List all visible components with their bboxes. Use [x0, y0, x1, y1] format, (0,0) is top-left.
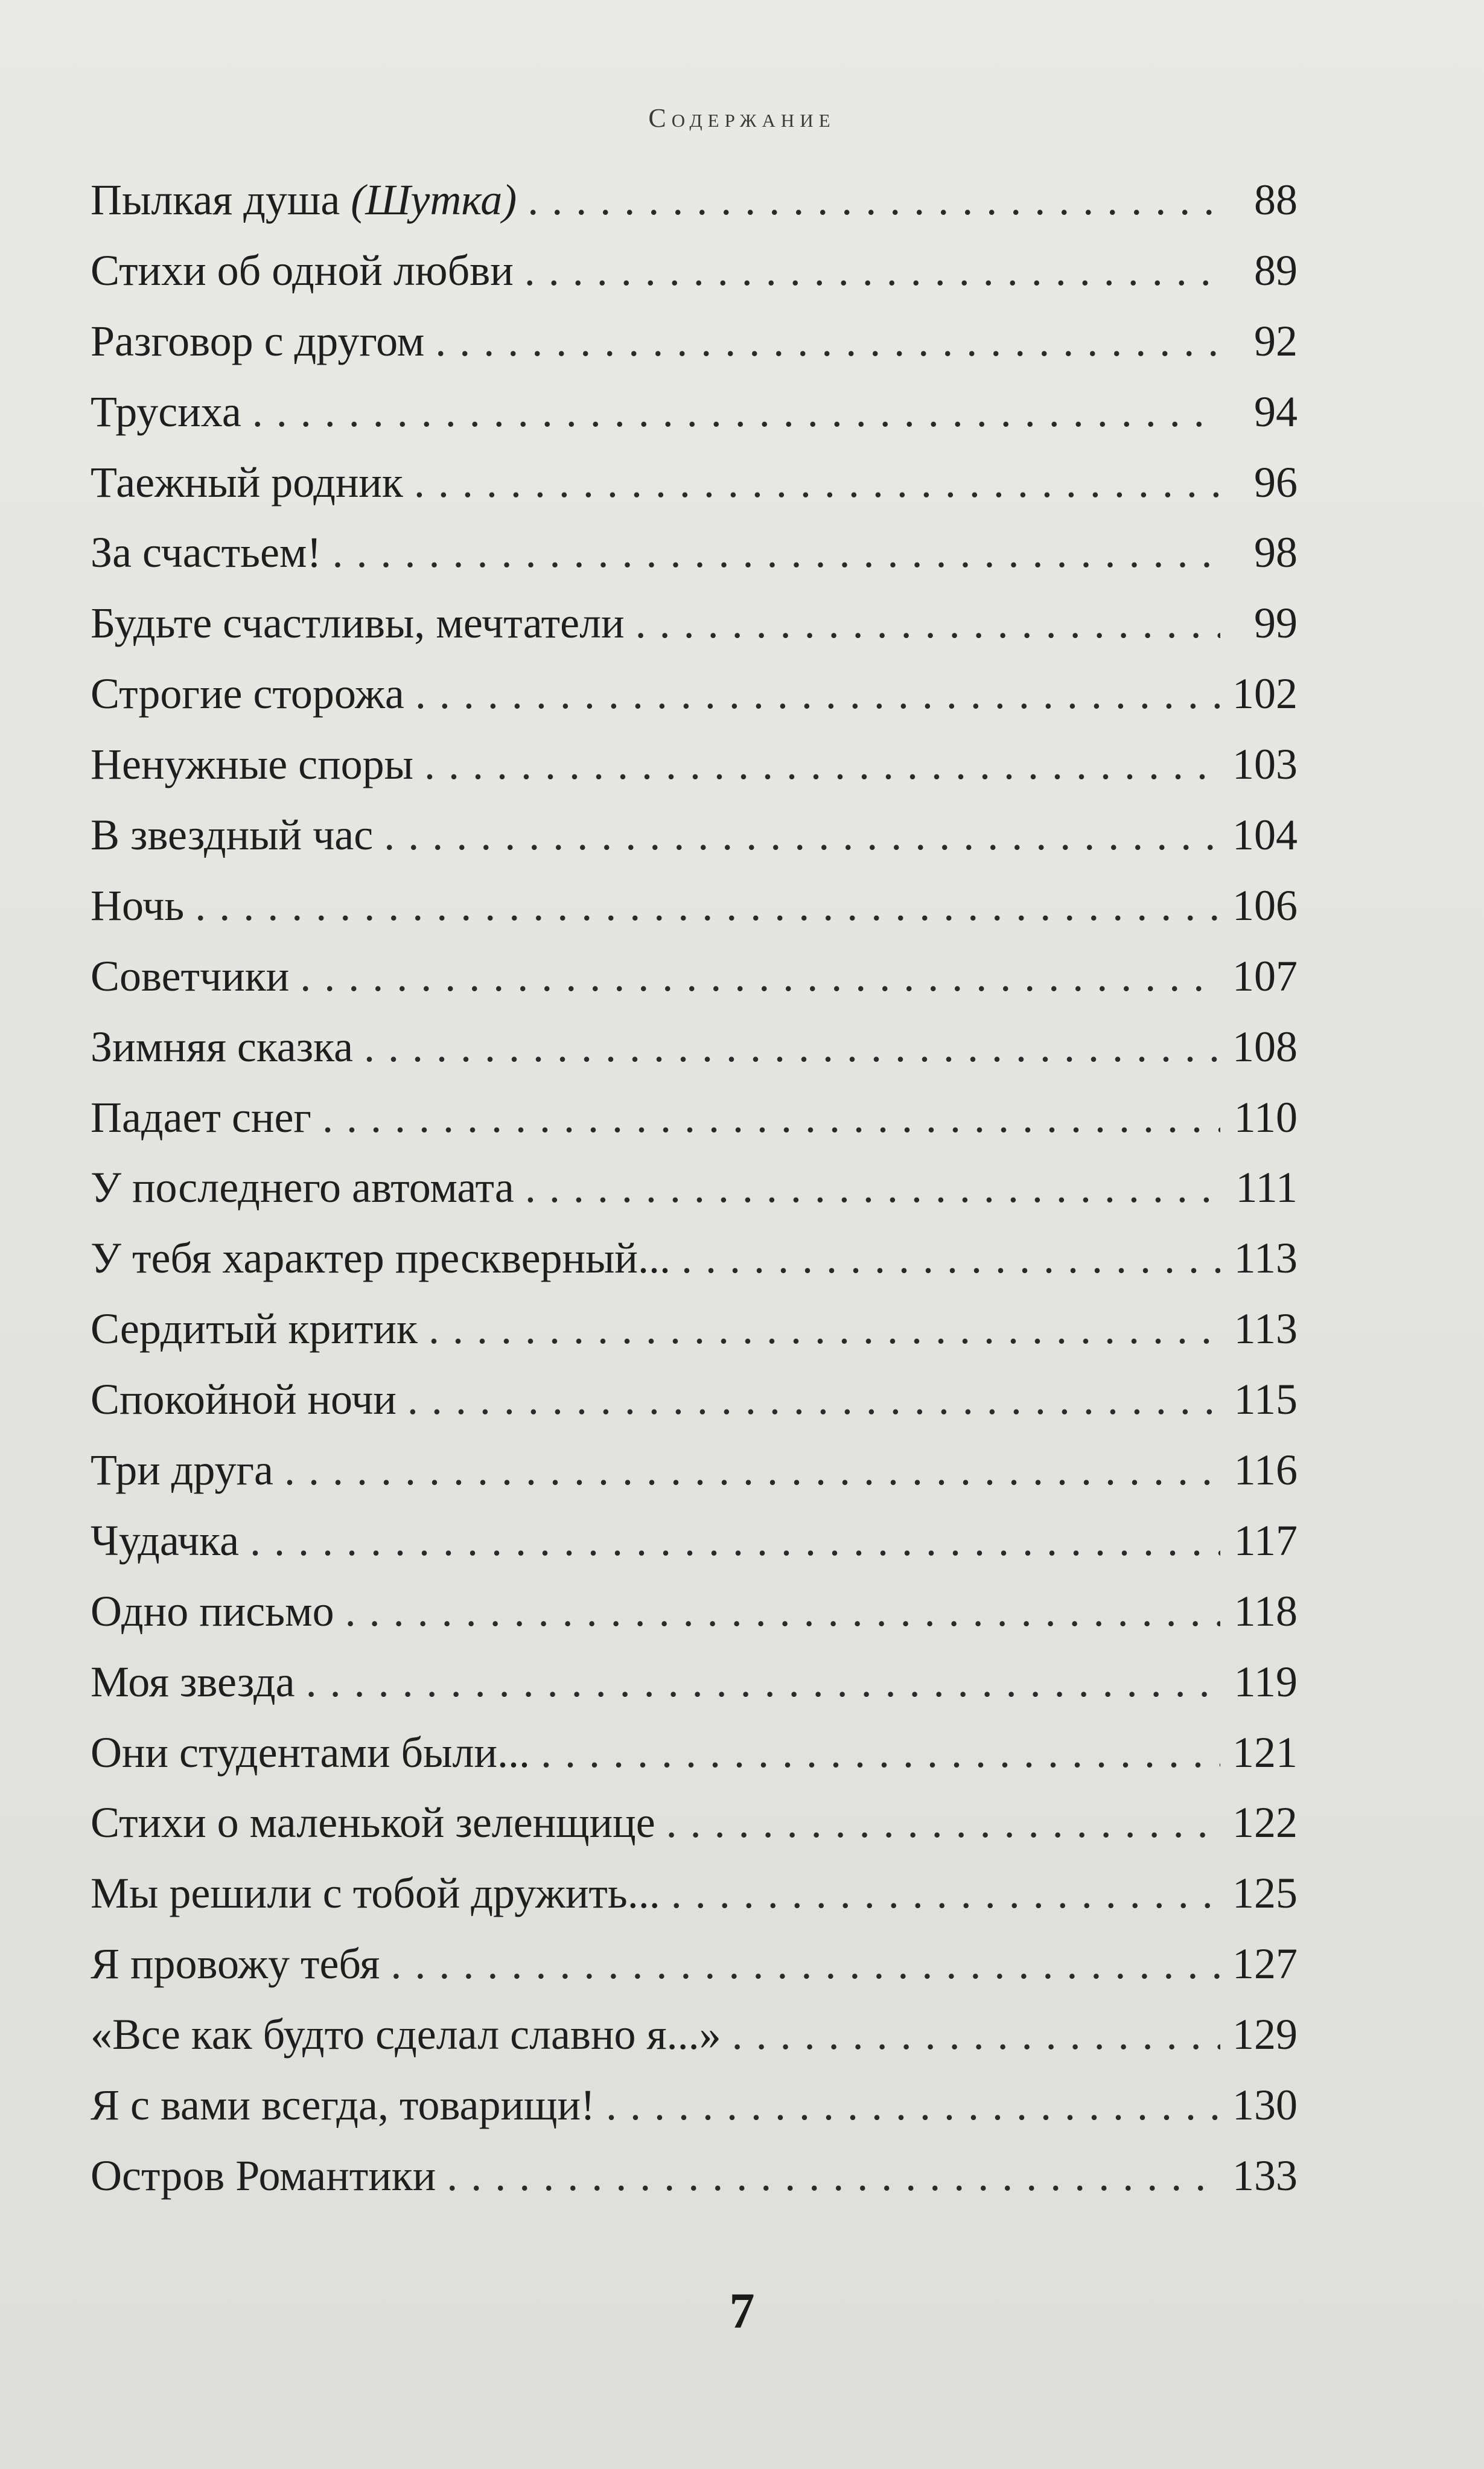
running-head: Содержание	[648, 103, 836, 133]
toc-entry-title	[91, 739, 413, 790]
toc-entry-page-number: 113	[1234, 1234, 1298, 1283]
toc-entry	[91, 1163, 1298, 1233]
toc-entry-title	[91, 1093, 311, 1143]
toc-entry-title	[91, 669, 404, 719]
dot-leader	[447, 2151, 1220, 2201]
dot-leader	[666, 1798, 1220, 1848]
toc-entry-title	[91, 1728, 530, 1778]
dot-leader	[681, 1233, 1220, 1283]
toc-entry	[91, 1445, 1298, 1516]
toc-entry-page-number: 99	[1254, 599, 1298, 648]
dot-leader	[435, 316, 1220, 366]
toc-entry	[91, 1939, 1298, 2010]
toc-entry-title	[91, 1868, 660, 1918]
toc-entry-page-number: 96	[1254, 458, 1298, 506]
toc-entry-title	[91, 1445, 273, 1495]
dot-leader	[424, 739, 1220, 790]
dot-leader	[195, 881, 1220, 931]
toc-entry-title	[91, 1586, 334, 1637]
toc-entry	[91, 246, 1298, 316]
toc-entry-title-text: Разговор с другом	[91, 316, 425, 365]
toc-entry-title-text: Будьте счастливы, мечтатели	[91, 599, 625, 648]
dot-leader	[407, 1375, 1220, 1425]
toc-entry-page-number: 107	[1232, 951, 1298, 1000]
toc-entry-title	[91, 1022, 353, 1072]
toc-entry-page-number: 103	[1232, 740, 1298, 789]
toc-entry-title-text: Строгие сторожа	[91, 669, 404, 718]
toc-entry-page-number: 122	[1232, 1798, 1298, 1847]
toc-entry-title-text: Остров Романтики	[91, 2151, 436, 2200]
toc-entry-title	[91, 1657, 295, 1707]
toc-entry	[91, 1516, 1298, 1586]
dot-leader	[635, 598, 1220, 648]
toc-entry-page-number: 116	[1234, 1446, 1298, 1495]
toc-entry-title-text: Сердитый критик	[91, 1305, 418, 1353]
toc-entry-page-number: 106	[1232, 881, 1298, 930]
toc-entry-title	[91, 1939, 380, 1989]
toc-entry-title-text: Три друга	[91, 1446, 273, 1495]
toc-entry-title-text: Одно письмо	[91, 1586, 334, 1635]
toc-entry-title	[91, 598, 625, 648]
toc-entry-title	[91, 2080, 595, 2130]
toc-entry	[91, 1233, 1298, 1304]
toc-entry-title	[91, 316, 424, 366]
toc-entry	[91, 1586, 1298, 1657]
toc-entry-page-number: 129	[1232, 2010, 1298, 2059]
toc-entry-page-number: 125	[1232, 1869, 1298, 1918]
toc-entry-title-text: За счастьем!	[91, 528, 322, 577]
toc-entry-title-text: «Все как будто сделал славно я...»	[91, 2010, 721, 2059]
toc-entry	[91, 2010, 1298, 2080]
toc-entry-page-number: 119	[1234, 1657, 1298, 1706]
toc-entry-title	[91, 810, 373, 860]
toc-entry	[91, 1657, 1298, 1728]
dot-leader	[524, 246, 1220, 296]
toc-entry	[91, 1304, 1298, 1375]
page-number: 7	[729, 2283, 755, 2339]
toc-entry	[91, 316, 1298, 387]
toc-entry-page-number: 88	[1254, 176, 1298, 224]
toc-entry	[91, 739, 1298, 810]
toc-entry-title	[91, 1798, 655, 1848]
toc-entry	[91, 1375, 1298, 1445]
toc-entry-page-number: 98	[1254, 528, 1298, 577]
toc-entry-page-number: 133	[1232, 2151, 1298, 2200]
toc-entry-page-number: 102	[1232, 669, 1298, 718]
toc-entry-page-number: 92	[1254, 316, 1298, 365]
dot-leader	[414, 458, 1220, 508]
dot-leader	[252, 387, 1220, 437]
dot-leader	[527, 175, 1220, 225]
toc-entry-title-text: Мы решили с тобой дружить...	[91, 1869, 660, 1918]
toc-entry-title-text: Таежный родник	[91, 458, 403, 506]
toc-entry-title	[91, 951, 289, 1001]
toc-entry-page-number: 113	[1234, 1305, 1298, 1353]
toc-entry-title-text: Стихи о маленькой зеленщице	[91, 1798, 655, 1847]
toc-entry-title-text: Трусиха	[91, 387, 241, 436]
toc-entry-title	[91, 2151, 436, 2201]
toc-entry-title-text: Падает снег	[91, 1093, 311, 1142]
toc-entry	[91, 2151, 1298, 2221]
toc-entry	[91, 1093, 1298, 1163]
toc-entry-title-text: Ненужные споры	[91, 740, 414, 789]
dot-leader	[284, 1445, 1220, 1495]
toc-entry-page-number: 108	[1232, 1022, 1298, 1071]
toc-entry	[91, 387, 1298, 458]
toc-entry-title	[91, 458, 403, 508]
toc-entry	[91, 810, 1298, 881]
toc-entry-title	[91, 528, 321, 578]
toc-entry-title	[91, 1375, 396, 1425]
toc-entry-page-number: 104	[1232, 811, 1298, 860]
dot-leader	[384, 810, 1220, 860]
dot-leader	[364, 1022, 1220, 1072]
toc-entry-title	[91, 387, 241, 437]
toc-entry-title-text: Они студентами были...	[91, 1728, 530, 1777]
toc-entry-page-number: 115	[1234, 1375, 1298, 1424]
dot-leader	[306, 1657, 1220, 1707]
dot-leader	[250, 1516, 1220, 1566]
toc-entry-page-number: 89	[1254, 246, 1298, 295]
toc-entry-title-text: Зимняя сказка	[91, 1022, 354, 1071]
toc-entry-title-text: Стихи об одной любви	[91, 246, 514, 295]
toc-entry	[91, 175, 1298, 246]
toc-entry-page-number: 117	[1234, 1516, 1298, 1565]
toc-entry-page-number: 121	[1232, 1728, 1298, 1777]
toc-entry-title-text: Моя звезда	[91, 1657, 295, 1706]
dot-leader	[390, 1939, 1220, 1989]
toc-entry-title-text: Ночь	[91, 881, 185, 930]
toc-entry	[91, 598, 1298, 669]
toc-entry-page-number: 110	[1234, 1093, 1298, 1142]
dot-leader	[525, 1163, 1220, 1213]
toc-entry	[91, 951, 1298, 1022]
toc-entry	[91, 669, 1298, 739]
toc-entry	[91, 1868, 1298, 1939]
dot-leader	[322, 1093, 1220, 1143]
toc-entry-title-text: Спокойной ночи	[91, 1375, 396, 1424]
table-of-contents	[91, 175, 1298, 2221]
toc-entry-title-text: Я провожу тебя	[91, 1940, 380, 1988]
toc-entry	[91, 528, 1298, 598]
toc-entry-title	[91, 1163, 514, 1213]
toc-entry	[91, 1728, 1298, 1798]
dot-leader	[332, 528, 1220, 578]
toc-entry-title-text: В звездный час	[91, 811, 374, 860]
toc-entry-title	[91, 1233, 670, 1283]
toc-entry-title-text: Я с вами всегда, товарищи!	[91, 2081, 595, 2130]
toc-entry-title	[91, 1516, 239, 1566]
toc-entry-title-text: У тебя характер прескверный...	[91, 1234, 670, 1283]
toc-entry	[91, 881, 1298, 951]
toc-entry-title	[91, 175, 517, 225]
toc-entry-note: (Шутка)	[351, 176, 517, 224]
toc-entry-page-number: 118	[1234, 1586, 1298, 1635]
toc-entry-page-number: 94	[1254, 387, 1298, 436]
toc-entry-page-number: 127	[1232, 1940, 1298, 1988]
dot-leader	[606, 2080, 1220, 2130]
toc-entry	[91, 2080, 1298, 2151]
dot-leader	[428, 1304, 1220, 1354]
toc-entry-title	[91, 1304, 418, 1354]
toc-entry-title-text: Чудачка	[91, 1516, 240, 1565]
dot-leader	[541, 1728, 1220, 1778]
toc-entry-title-text: У последнего автомата	[91, 1163, 514, 1212]
dot-leader	[671, 1868, 1220, 1918]
toc-entry-title-text: Советчики	[91, 951, 290, 1000]
toc-entry-title	[91, 2010, 721, 2060]
toc-entry	[91, 1022, 1298, 1093]
dot-leader	[732, 2010, 1220, 2060]
toc-entry-title-text: Пылкая душа	[91, 176, 351, 224]
toc-entry-title	[91, 246, 514, 296]
dot-leader	[415, 669, 1220, 719]
toc-entry	[91, 1798, 1298, 1868]
toc-entry	[91, 458, 1298, 528]
toc-entry-page-number: 111	[1235, 1163, 1298, 1212]
toc-entry-page-number: 130	[1232, 2081, 1298, 2130]
dot-leader	[300, 951, 1220, 1001]
toc-entry-title	[91, 881, 184, 931]
dot-leader	[345, 1586, 1220, 1637]
